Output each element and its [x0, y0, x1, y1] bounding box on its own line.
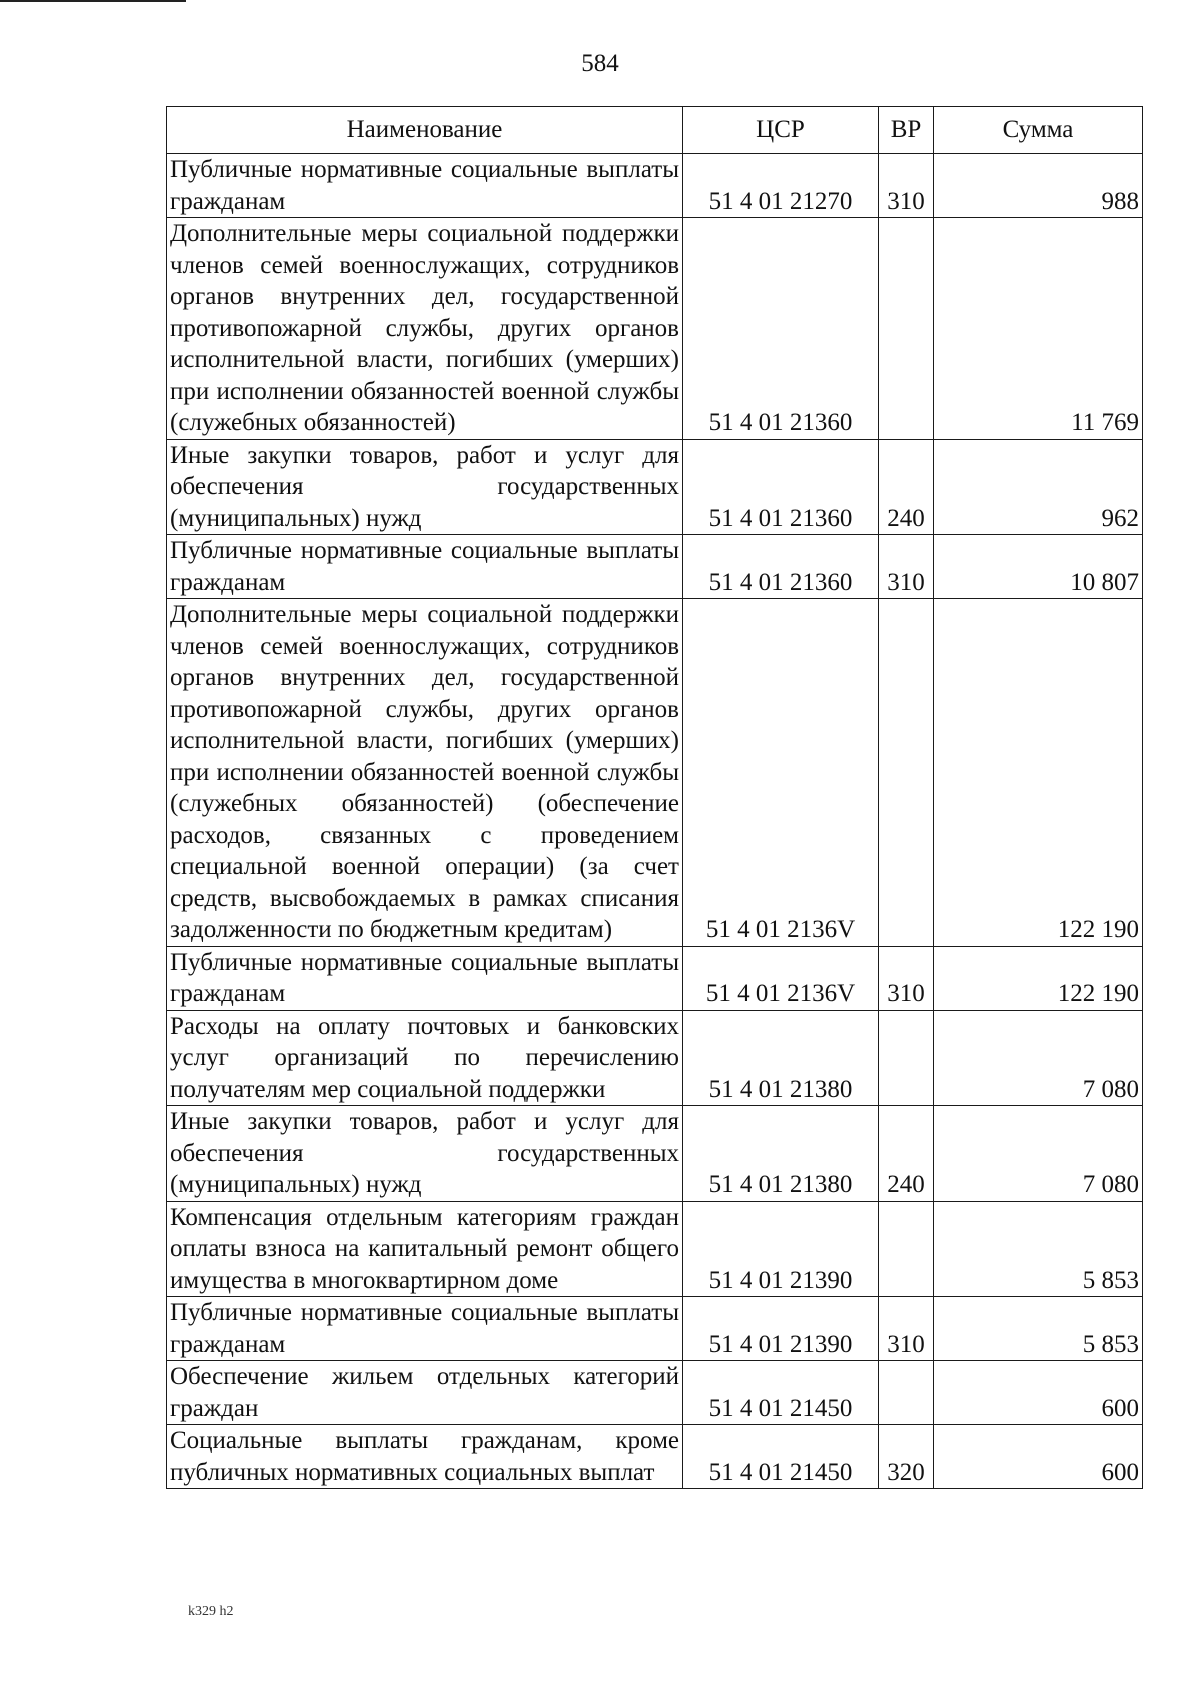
- row-name: Социальные выплаты гражданам, кроме публичных нормативных социальных выплат: [167, 1425, 683, 1489]
- row-vr: [879, 1361, 934, 1425]
- row-name: Публичные нормативные социальные выплаты гражданам: [167, 1297, 683, 1361]
- row-csr: 51 4 01 2136V: [683, 946, 879, 1010]
- row-vr: 320: [879, 1425, 934, 1489]
- row-name: Иные закупки товаров, работ и услуг для обеспечения государственных (муниципальных) нужд: [167, 1106, 683, 1202]
- header-vr: ВР: [879, 107, 934, 154]
- row-csr: 51 4 01 21360: [683, 535, 879, 599]
- row-csr: 51 4 01 2136V: [683, 599, 879, 947]
- row-csr: 51 4 01 21390: [683, 1201, 879, 1297]
- row-csr: 51 4 01 21390: [683, 1297, 879, 1361]
- header-csr: ЦСР: [683, 107, 879, 154]
- row-csr: 51 4 01 21360: [683, 218, 879, 440]
- top-edge-rule: [0, 0, 186, 2]
- header-name: Наименование: [167, 107, 683, 154]
- budget-table-container: [166, 106, 1142, 1489]
- page-number: 584: [581, 50, 619, 77]
- table-row: [167, 218, 1143, 440]
- table-header-row: [167, 107, 1143, 154]
- row-vr: [879, 218, 934, 440]
- row-sum: 7 080: [934, 1106, 1143, 1202]
- row-vr: 240: [879, 1106, 934, 1202]
- row-sum: 11 769: [934, 218, 1143, 440]
- table-row: [167, 1201, 1143, 1297]
- row-csr: 51 4 01 21450: [683, 1361, 879, 1425]
- table-row: [167, 154, 1143, 218]
- row-sum: 5 853: [934, 1297, 1143, 1361]
- row-sum: 600: [934, 1361, 1143, 1425]
- row-sum: 988: [934, 154, 1143, 218]
- row-name: Обеспечение жильем отдельных категорий граждан: [167, 1361, 683, 1425]
- row-name: Дополнительные меры социальной поддержки членов семей военнослужащих, сотрудников органов внутренних дел, государственной противопожарной службы, других органов исполнительной власти, погибших (умерших) при исполнении обязанностей военной службы (служебных обязанностей) (обеспечение расходов, связанных с проведением специальной военной операции) (за счет средств, высвобождаемых в рамках списания задолженности по бюджетным кредитам): [167, 599, 683, 947]
- header-sum: Сумма: [934, 107, 1143, 154]
- row-vr: 240: [879, 439, 934, 535]
- row-name: Компенсация отдельным категориям граждан оплаты взноса на капитальный ремонт общего имущества в многоквартирном доме: [167, 1201, 683, 1297]
- table-row: [167, 1106, 1143, 1202]
- row-name: Публичные нормативные социальные выплаты гражданам: [167, 154, 683, 218]
- footer-document-code: k329 h2: [188, 1604, 234, 1619]
- row-csr: 51 4 01 21450: [683, 1425, 879, 1489]
- row-vr: [879, 1010, 934, 1106]
- row-name: Публичные нормативные социальные выплаты гражданам: [167, 946, 683, 1010]
- table-row: [167, 535, 1143, 599]
- row-name: Иные закупки товаров, работ и услуг для обеспечения государственных (муниципальных) нужд: [167, 439, 683, 535]
- table-row: [167, 946, 1143, 1010]
- row-sum: 7 080: [934, 1010, 1143, 1106]
- row-vr: 310: [879, 1297, 934, 1361]
- budget-table: [166, 106, 1143, 1489]
- table-row: [167, 1361, 1143, 1425]
- row-vr: 310: [879, 535, 934, 599]
- row-vr: [879, 1201, 934, 1297]
- row-csr: 51 4 01 21380: [683, 1010, 879, 1106]
- row-sum: 600: [934, 1425, 1143, 1489]
- row-vr: [879, 599, 934, 947]
- table-row: [167, 599, 1143, 947]
- row-csr: 51 4 01 21360: [683, 439, 879, 535]
- table-row: [167, 1010, 1143, 1106]
- row-sum: 962: [934, 439, 1143, 535]
- row-vr: 310: [879, 946, 934, 1010]
- row-name: Расходы на оплату почтовых и банковских услуг организаций по перечислению получателям мер социальной поддержки: [167, 1010, 683, 1106]
- row-vr: 310: [879, 154, 934, 218]
- table-row: [167, 1297, 1143, 1361]
- row-csr: 51 4 01 21270: [683, 154, 879, 218]
- row-sum: 10 807: [934, 535, 1143, 599]
- row-sum: 5 853: [934, 1201, 1143, 1297]
- row-csr: 51 4 01 21380: [683, 1106, 879, 1202]
- row-sum: 122 190: [934, 599, 1143, 947]
- table-row: [167, 439, 1143, 535]
- table-row: [167, 1425, 1143, 1489]
- row-name: Дополнительные меры социальной поддержки членов семей военнослужащих, сотрудников органов внутренних дел, государственной противопожарной службы, других органов исполнительной власти, погибших (умерших) при исполнении обязанностей военной службы (служебных обязанностей): [167, 218, 683, 440]
- row-sum: 122 190: [934, 946, 1143, 1010]
- row-name: Публичные нормативные социальные выплаты гражданам: [167, 535, 683, 599]
